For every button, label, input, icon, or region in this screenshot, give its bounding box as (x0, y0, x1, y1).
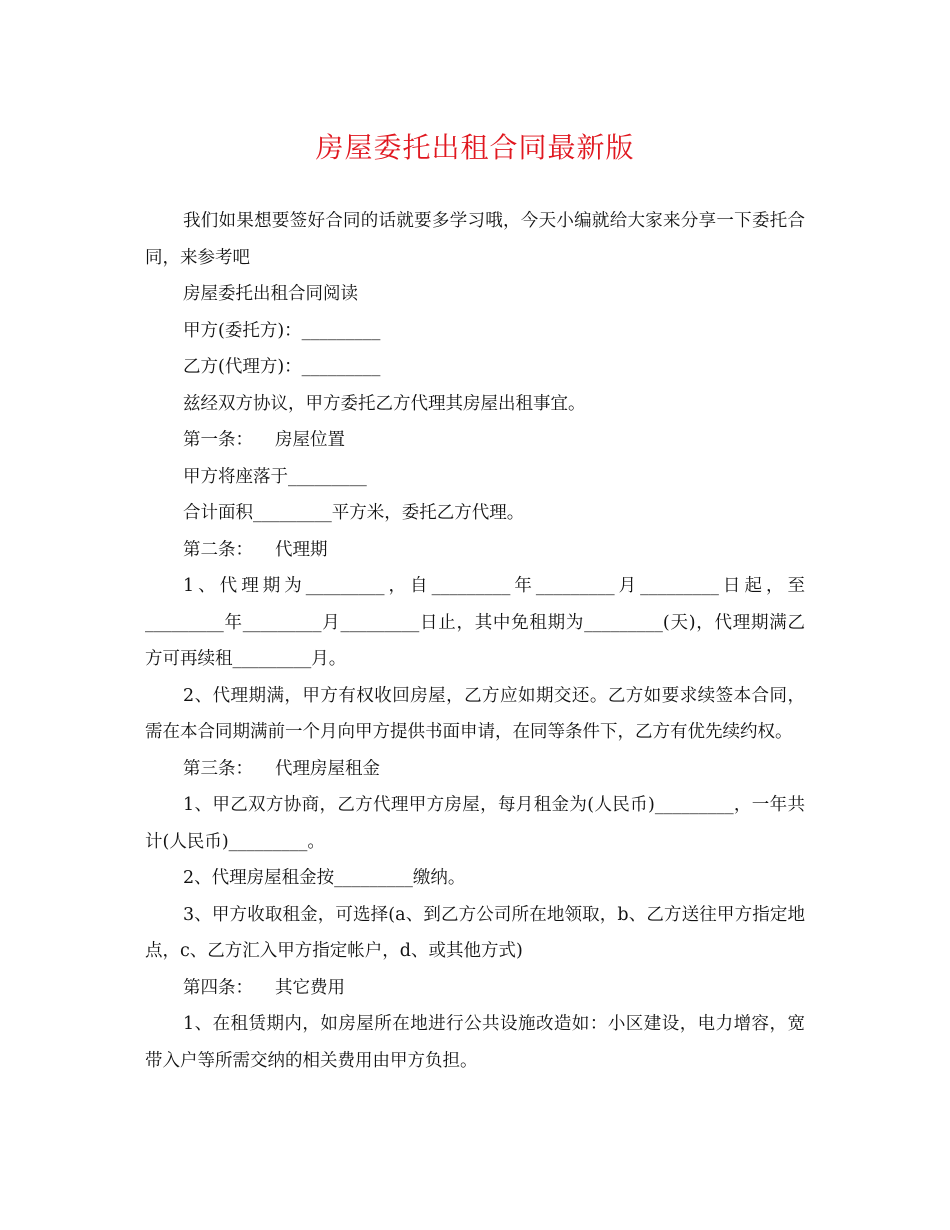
article-3-paragraph-1: 1、甲乙双方协商，乙方代理甲方房屋，每月租金为(人民币)_________，一年共计(人民币)_________。 (145, 795, 805, 852)
article-1-paragraph-1: 甲方将座落于_________ (183, 466, 367, 487)
article-3-label: 第三条： (183, 758, 253, 779)
article-3-heading (145, 751, 805, 788)
article-3-paragraph-2: 2、代理房屋租金按_________缴纳。 (183, 868, 466, 888)
agreement-paragraph: 兹经双方协议，甲方委托乙方代理其房屋出租事宜。 (183, 393, 586, 414)
article-4-paragraph-1: 1、在租赁期内，如房屋所在地进行公共设施改造如：小区建设，电力增容，宽带入户等所需交纳的相关费用由甲方负担。 (145, 1014, 805, 1071)
party-a-line: 甲方(委托方)：_________ (183, 320, 381, 341)
intro-paragraph: 我们如果想要签好合同的话就要多学习哦，今天小编就给大家来分享一下委托合同，来参考吧 (145, 211, 805, 268)
article-2-title: 代理期 (275, 539, 328, 560)
article-2-paragraph-1: 1、代理期为_________，自_________年_________月_________日起，至_________年_________月_________日止，其中免租期为_________(天)，代理期满乙方可再续租_________月。 (145, 576, 805, 669)
article-4-title: 其它费用 (275, 977, 345, 998)
article-2-paragraph-2: 2、代理期满，甲方有权收回房屋，乙方应如期交还。乙方如要求续签本合同，需在本合同期满前一个月向甲方提供书面申请，在同等条件下，乙方有优先续约权。 (145, 685, 805, 742)
article-2-heading (145, 532, 805, 569)
article-2-label: 第二条： (183, 539, 253, 560)
read-heading: 房屋委托出租合同阅读 (183, 284, 358, 304)
article-4-heading (145, 970, 805, 1007)
document-title: 房屋委托出租合同最新版 (315, 131, 635, 164)
article-3-paragraph-3: 3、甲方收取租金，可选择(a、到乙方公司所在地领取，b、乙方送往甲方指定地点，c、乙方汇入甲方指定帐户，d、或其他方式) (145, 904, 805, 961)
article-3-title: 代理房屋租金 (275, 758, 380, 779)
article-4-label: 第四条： (183, 977, 253, 998)
article-1-paragraph-2: 合计面积_________平方米，委托乙方代理。 (183, 503, 525, 523)
party-b-line: 乙方(代理方)：_________ (183, 357, 381, 377)
article-1-title: 房屋位置 (275, 430, 345, 450)
article-1-heading (145, 422, 805, 459)
article-1-label: 第一条： (183, 430, 253, 450)
document-body (145, 203, 805, 1079)
